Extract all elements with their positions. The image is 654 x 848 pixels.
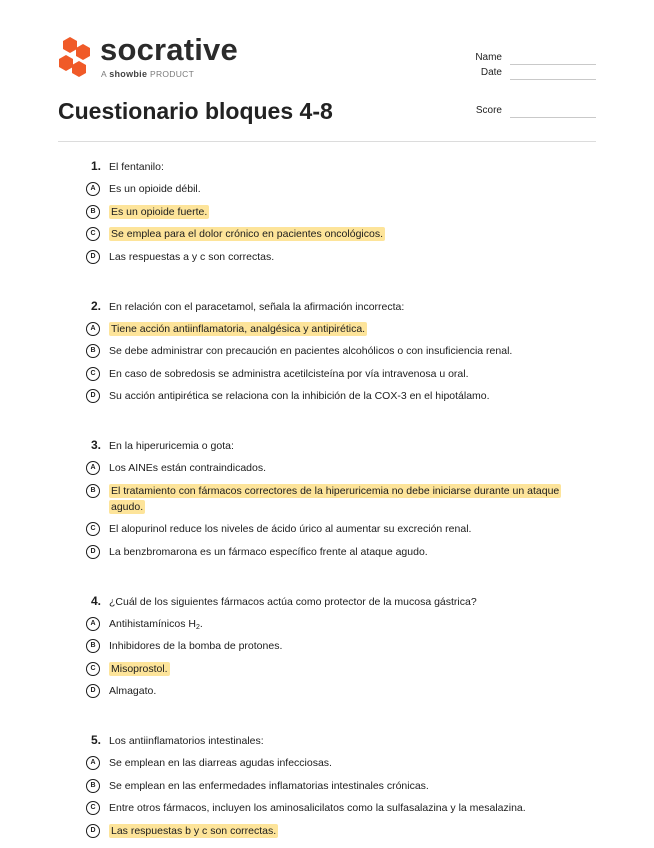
question-text: Los antiinflamatorios intestinales: [109,735,264,747]
option-text: Es un opioide débil. [109,183,201,195]
option-bubble[interactable]: A [86,182,100,196]
question-number: 3. [91,438,102,452]
option-a[interactable] [86,460,572,476]
option-text-highlighted: Se emplea para el dolor crónico en pacientes oncológicos. [111,228,384,240]
option-d[interactable] [86,544,572,560]
question-stem [86,438,572,454]
option-b[interactable] [86,778,572,794]
question-text: ¿Cuál de los siguientes fármacos actúa como protector de la mucosa gástrica? [109,595,477,608]
question-stem [86,159,572,175]
name-field[interactable] [470,52,596,66]
option-text: Los AINEs están contraindicados. [109,462,267,474]
option-bubble[interactable]: D [86,250,100,264]
question-text: El fentanilo: [109,161,164,173]
option-text-highlighted: El tratamiento con fármacos correctores de la hiperuricemia no debe iniciarse durante un ataque agudo. [111,484,560,513]
option-text: Su acción antipirética se relaciona con la inhibición de la COX-3 en el hipotálamo. [109,390,490,402]
question-stem [86,594,572,610]
option-bubble[interactable]: D [86,545,100,559]
option-c[interactable] [86,366,572,382]
option-text: En caso de sobredosis se administra acetilcisteína por vía intravenosa u oral. [109,367,469,380]
option-a[interactable] [86,755,572,771]
option-text-end: . [199,617,203,630]
option-bubble[interactable]: D [86,389,100,403]
option-a[interactable] [86,321,572,337]
date-field[interactable] [470,67,596,81]
option-text: Antihistamínicos H [109,617,196,630]
option-text: Se debe administrar con precaución en pacientes alcohólicos o con insuficiencia renal. [109,345,513,357]
option-text: Inhibidores de la bomba de protones. [109,640,283,652]
option-c[interactable] [86,521,572,537]
option-bubble[interactable]: C [86,522,100,536]
question-list [86,159,572,845]
hexagon-cluster-icon [58,36,94,78]
option-bubble[interactable]: A [86,461,100,475]
date-line [510,79,596,80]
option-bubble[interactable]: B [86,484,100,498]
option-bubble[interactable]: D [86,684,100,698]
option-text-highlighted: Misoprostol. [111,662,168,675]
option-c[interactable] [86,226,572,242]
question-number: 1. [91,159,102,173]
option-bubble[interactable]: B [86,205,100,219]
option-bubble[interactable]: C [86,662,100,676]
option-bubble[interactable]: A [86,756,100,770]
tagline-brand: showbie [109,69,148,79]
question-stem [86,299,572,315]
question-number: 4. [91,593,102,608]
question-stem [86,733,572,749]
question-1 [86,159,572,265]
brand-tagline [101,69,194,79]
subscript: 2 [195,623,200,631]
question-text: En relación con el paracetamol, señala la afirmación incorrecta: [109,300,405,313]
date-label: Date [480,67,502,78]
option-bubble[interactable]: B [86,639,100,653]
option-bubble[interactable]: B [86,344,100,358]
question-2 [86,299,572,405]
brand-wordmark: socrative [100,32,238,67]
tagline-prefix: A [101,69,107,79]
name-label: Name [475,52,502,63]
option-text-highlighted: Es un opioide fuerte. [111,205,208,218]
option-text-highlighted: Tiene acción antiinflamatoria, analgésica y antipirética. [111,322,366,335]
option-c[interactable] [86,661,572,677]
score-line [510,117,596,118]
option-d[interactable] [86,683,572,699]
tagline-suffix: PRODUCT [149,69,195,79]
question-text: En la hiperuricemia o gota: [109,440,234,452]
header-divider [58,141,596,142]
option-text: Las respuestas a y c son correctas. [109,250,275,263]
option-b[interactable] [86,343,572,359]
question-4 [86,594,572,700]
option-bubble[interactable]: C [86,367,100,381]
question-5 [86,733,572,839]
option-bubble[interactable]: B [86,779,100,793]
name-line [510,64,596,65]
option-a[interactable] [86,181,572,197]
option-text-highlighted: Las respuestas b y c son correctas. [111,824,277,837]
option-text: Almagato. [109,685,157,697]
option-text: Entre otros fármacos, incluyen los aminosalicilatos como la sulfasalazina y la mesalazina. [109,802,526,814]
option-b[interactable] [86,483,572,515]
question-number: 2. [91,298,102,313]
option-text: Se emplean en las diarreas agudas infecciosas. [109,757,332,769]
option-c[interactable] [86,800,572,816]
option-d[interactable] [86,249,572,265]
socrative-logo [58,32,258,82]
option-text: El alopurinol reduce los niveles de ácido úrico al aumentar su excreción renal. [109,523,472,535]
option-b[interactable] [86,638,572,654]
score-label: Score [475,105,502,116]
option-bubble[interactable]: A [86,617,100,631]
option-text: Se emplean en las enfermedades inflamatorias intestinales crónicas. [109,779,429,792]
option-bubble[interactable]: C [86,227,100,241]
question-3 [86,438,572,560]
option-bubble[interactable]: C [86,801,100,815]
question-number: 5. [91,733,102,747]
score-field[interactable] [470,105,596,119]
option-bubble[interactable]: A [86,322,100,336]
option-bubble[interactable]: D [86,824,100,838]
option-text: La benzbromarona es un fármaco específico frente al ataque agudo. [109,545,428,558]
option-d[interactable] [86,388,572,404]
page-title: Cuestionario bloques 4-8 [58,98,333,124]
option-b[interactable] [86,204,572,220]
option-a[interactable] [86,616,572,632]
option-d[interactable] [86,823,572,839]
